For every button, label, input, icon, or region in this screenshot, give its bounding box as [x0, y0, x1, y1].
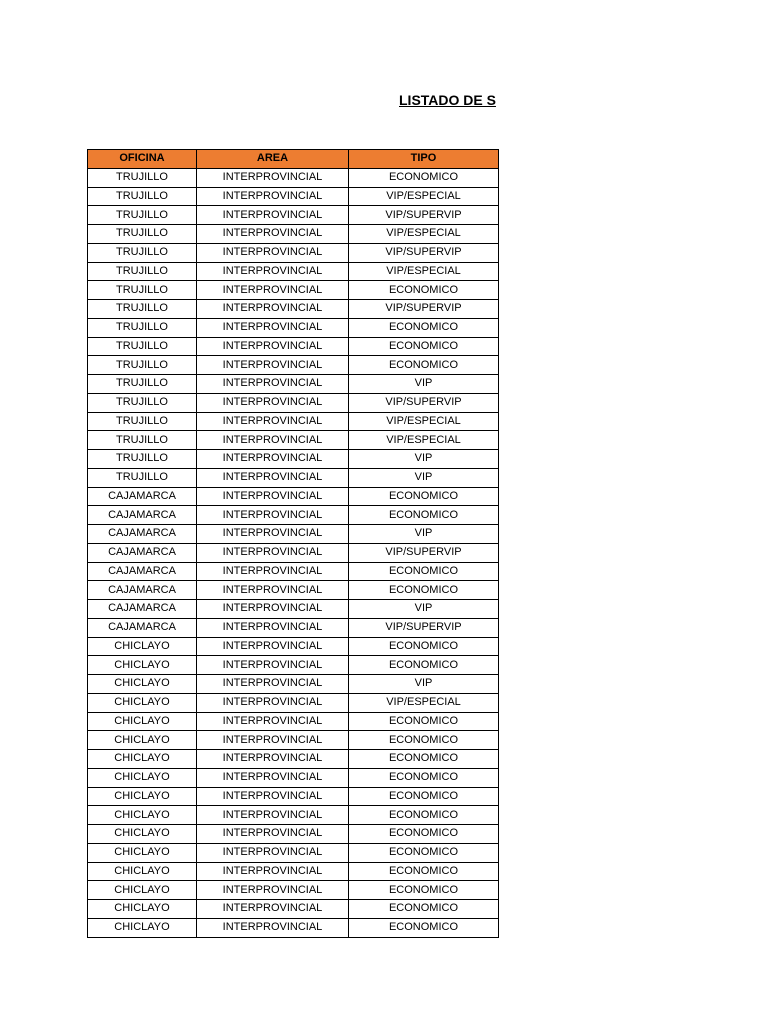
cell-area: INTERPROVINCIAL: [197, 768, 349, 787]
cell-oficina: CHICLAYO: [88, 787, 197, 806]
cell-area: INTERPROVINCIAL: [197, 431, 349, 450]
cell-tipo: ECONOMICO: [349, 881, 499, 900]
cell-oficina: CAJAMARCA: [88, 506, 197, 525]
cell-area: INTERPROVINCIAL: [197, 262, 349, 281]
cell-area: INTERPROVINCIAL: [197, 168, 349, 187]
cell-oficina: TRUJILLO: [88, 243, 197, 262]
cell-area: INTERPROVINCIAL: [197, 543, 349, 562]
table-body: [88, 168, 499, 937]
table-row: [88, 600, 499, 619]
cell-area: INTERPROVINCIAL: [197, 881, 349, 900]
cell-area: INTERPROVINCIAL: [197, 487, 349, 506]
cell-oficina: TRUJILLO: [88, 375, 197, 394]
cell-area: INTERPROVINCIAL: [197, 656, 349, 675]
cell-oficina: CHICLAYO: [88, 900, 197, 919]
cell-area: INTERPROVINCIAL: [197, 581, 349, 600]
cell-area: INTERPROVINCIAL: [197, 562, 349, 581]
cell-area: INTERPROVINCIAL: [197, 412, 349, 431]
cell-oficina: TRUJILLO: [88, 318, 197, 337]
cell-tipo: ECONOMICO: [349, 318, 499, 337]
cell-tipo: ECONOMICO: [349, 825, 499, 844]
cell-oficina: TRUJILLO: [88, 262, 197, 281]
cell-tipo: ECONOMICO: [349, 581, 499, 600]
table-row: [88, 206, 499, 225]
cell-tipo: VIP/ESPECIAL: [349, 431, 499, 450]
table-row: [88, 825, 499, 844]
cell-tipo: ECONOMICO: [349, 712, 499, 731]
cell-tipo: VIP: [349, 450, 499, 469]
cell-oficina: TRUJILLO: [88, 412, 197, 431]
cell-area: INTERPROVINCIAL: [197, 750, 349, 769]
table-row: [88, 356, 499, 375]
cell-area: INTERPROVINCIAL: [197, 393, 349, 412]
cell-tipo: VIP/SUPERVIP: [349, 618, 499, 637]
cell-tipo: ECONOMICO: [349, 843, 499, 862]
cell-tipo: VIP/ESPECIAL: [349, 225, 499, 244]
cell-oficina: CHICLAYO: [88, 637, 197, 656]
table-row: [88, 187, 499, 206]
column-header-tipo: TIPO: [349, 150, 499, 169]
cell-oficina: CAJAMARCA: [88, 525, 197, 544]
cell-area: INTERPROVINCIAL: [197, 337, 349, 356]
cell-area: INTERPROVINCIAL: [197, 525, 349, 544]
cell-area: INTERPROVINCIAL: [197, 787, 349, 806]
table-row: [88, 337, 499, 356]
cell-oficina: CAJAMARCA: [88, 618, 197, 637]
table-row: [88, 243, 499, 262]
table-row: [88, 712, 499, 731]
cell-area: INTERPROVINCIAL: [197, 468, 349, 487]
cell-area: INTERPROVINCIAL: [197, 712, 349, 731]
cell-oficina: CAJAMARCA: [88, 562, 197, 581]
cell-oficina: CHICLAYO: [88, 843, 197, 862]
cell-tipo: VIP/SUPERVIP: [349, 300, 499, 319]
cell-area: INTERPROVINCIAL: [197, 318, 349, 337]
cell-tipo: VIP/ESPECIAL: [349, 693, 499, 712]
cell-area: INTERPROVINCIAL: [197, 375, 349, 394]
cell-area: INTERPROVINCIAL: [197, 862, 349, 881]
cell-oficina: CAJAMARCA: [88, 487, 197, 506]
cell-oficina: TRUJILLO: [88, 393, 197, 412]
table-row: [88, 450, 499, 469]
cell-tipo: VIP/ESPECIAL: [349, 412, 499, 431]
table-row: [88, 525, 499, 544]
cell-tipo: ECONOMICO: [349, 356, 499, 375]
cell-area: INTERPROVINCIAL: [197, 918, 349, 937]
cell-tipo: VIP/SUPERVIP: [349, 393, 499, 412]
cell-oficina: CHICLAYO: [88, 712, 197, 731]
cell-oficina: TRUJILLO: [88, 300, 197, 319]
cell-tipo: ECONOMICO: [349, 487, 499, 506]
column-header-area: AREA: [197, 150, 349, 169]
table-row: [88, 675, 499, 694]
cell-tipo: ECONOMICO: [349, 750, 499, 769]
cell-oficina: CHICLAYO: [88, 918, 197, 937]
table-row: [88, 637, 499, 656]
document-title: LISTADO DE S: [399, 92, 496, 108]
table-row: [88, 843, 499, 862]
table-row: [88, 562, 499, 581]
cell-oficina: CHICLAYO: [88, 675, 197, 694]
cell-area: INTERPROVINCIAL: [197, 900, 349, 919]
table-row: [88, 768, 499, 787]
cell-tipo: VIP: [349, 600, 499, 619]
table-row: [88, 543, 499, 562]
table-row: [88, 375, 499, 394]
table-row: [88, 393, 499, 412]
table-row: [88, 225, 499, 244]
cell-oficina: CHICLAYO: [88, 693, 197, 712]
cell-oficina: CHICLAYO: [88, 656, 197, 675]
cell-oficina: TRUJILLO: [88, 206, 197, 225]
cell-oficina: CHICLAYO: [88, 862, 197, 881]
cell-oficina: TRUJILLO: [88, 450, 197, 469]
cell-oficina: CHICLAYO: [88, 750, 197, 769]
cell-area: INTERPROVINCIAL: [197, 731, 349, 750]
cell-area: INTERPROVINCIAL: [197, 806, 349, 825]
cell-tipo: VIP/SUPERVIP: [349, 206, 499, 225]
cell-area: INTERPROVINCIAL: [197, 243, 349, 262]
cell-tipo: ECONOMICO: [349, 562, 499, 581]
cell-tipo: ECONOMICO: [349, 337, 499, 356]
cell-oficina: CAJAMARCA: [88, 543, 197, 562]
cell-oficina: TRUJILLO: [88, 431, 197, 450]
cell-area: INTERPROVINCIAL: [197, 450, 349, 469]
table-row: [88, 806, 499, 825]
table-row: [88, 168, 499, 187]
cell-oficina: TRUJILLO: [88, 281, 197, 300]
table-row: [88, 918, 499, 937]
cell-tipo: ECONOMICO: [349, 506, 499, 525]
cell-tipo: ECONOMICO: [349, 281, 499, 300]
table-row: [88, 412, 499, 431]
cell-oficina: CHICLAYO: [88, 825, 197, 844]
cell-tipo: ECONOMICO: [349, 787, 499, 806]
table-row: [88, 300, 499, 319]
table-row: [88, 431, 499, 450]
cell-tipo: VIP/ESPECIAL: [349, 262, 499, 281]
table-row: [88, 900, 499, 919]
cell-area: INTERPROVINCIAL: [197, 356, 349, 375]
table-row: [88, 731, 499, 750]
cell-oficina: TRUJILLO: [88, 225, 197, 244]
cell-oficina: CHICLAYO: [88, 731, 197, 750]
cell-oficina: CHICLAYO: [88, 881, 197, 900]
cell-tipo: VIP/SUPERVIP: [349, 243, 499, 262]
cell-tipo: VIP: [349, 468, 499, 487]
table-row: [88, 656, 499, 675]
cell-area: INTERPROVINCIAL: [197, 843, 349, 862]
cell-area: INTERPROVINCIAL: [197, 281, 349, 300]
cell-area: INTERPROVINCIAL: [197, 300, 349, 319]
table-row: [88, 693, 499, 712]
cell-tipo: ECONOMICO: [349, 918, 499, 937]
table-row: [88, 862, 499, 881]
cell-area: INTERPROVINCIAL: [197, 825, 349, 844]
cell-oficina: TRUJILLO: [88, 356, 197, 375]
header-row: [88, 150, 499, 169]
cell-oficina: TRUJILLO: [88, 337, 197, 356]
cell-area: INTERPROVINCIAL: [197, 225, 349, 244]
column-header-oficina: OFICINA: [88, 150, 197, 169]
cell-tipo: ECONOMICO: [349, 862, 499, 881]
table-row: [88, 581, 499, 600]
table-row: [88, 881, 499, 900]
cell-tipo: ECONOMICO: [349, 168, 499, 187]
cell-oficina: CAJAMARCA: [88, 600, 197, 619]
cell-oficina: CHICLAYO: [88, 806, 197, 825]
table-row: [88, 506, 499, 525]
cell-area: INTERPROVINCIAL: [197, 600, 349, 619]
table-row: [88, 618, 499, 637]
cell-area: INTERPROVINCIAL: [197, 693, 349, 712]
cell-area: INTERPROVINCIAL: [197, 675, 349, 694]
cell-area: INTERPROVINCIAL: [197, 506, 349, 525]
table-row: [88, 468, 499, 487]
cell-area: INTERPROVINCIAL: [197, 637, 349, 656]
table-row: [88, 750, 499, 769]
table-row: [88, 487, 499, 506]
cell-tipo: ECONOMICO: [349, 656, 499, 675]
cell-area: INTERPROVINCIAL: [197, 206, 349, 225]
cell-tipo: VIP: [349, 525, 499, 544]
cell-tipo: VIP: [349, 375, 499, 394]
cell-oficina: CHICLAYO: [88, 768, 197, 787]
cell-tipo: VIP/ESPECIAL: [349, 187, 499, 206]
cell-tipo: ECONOMICO: [349, 637, 499, 656]
cell-tipo: ECONOMICO: [349, 900, 499, 919]
cell-area: INTERPROVINCIAL: [197, 618, 349, 637]
table-row: [88, 318, 499, 337]
cell-oficina: CAJAMARCA: [88, 581, 197, 600]
cell-tipo: VIP: [349, 675, 499, 694]
cell-tipo: ECONOMICO: [349, 768, 499, 787]
cell-oficina: TRUJILLO: [88, 468, 197, 487]
table-row: [88, 787, 499, 806]
table-row: [88, 262, 499, 281]
cell-tipo: ECONOMICO: [349, 731, 499, 750]
cell-tipo: ECONOMICO: [349, 806, 499, 825]
cell-oficina: TRUJILLO: [88, 168, 197, 187]
cell-oficina: TRUJILLO: [88, 187, 197, 206]
cell-area: INTERPROVINCIAL: [197, 187, 349, 206]
table-row: [88, 281, 499, 300]
table-header: [88, 150, 499, 169]
listado-table: [87, 149, 499, 938]
cell-tipo: VIP/SUPERVIP: [349, 543, 499, 562]
